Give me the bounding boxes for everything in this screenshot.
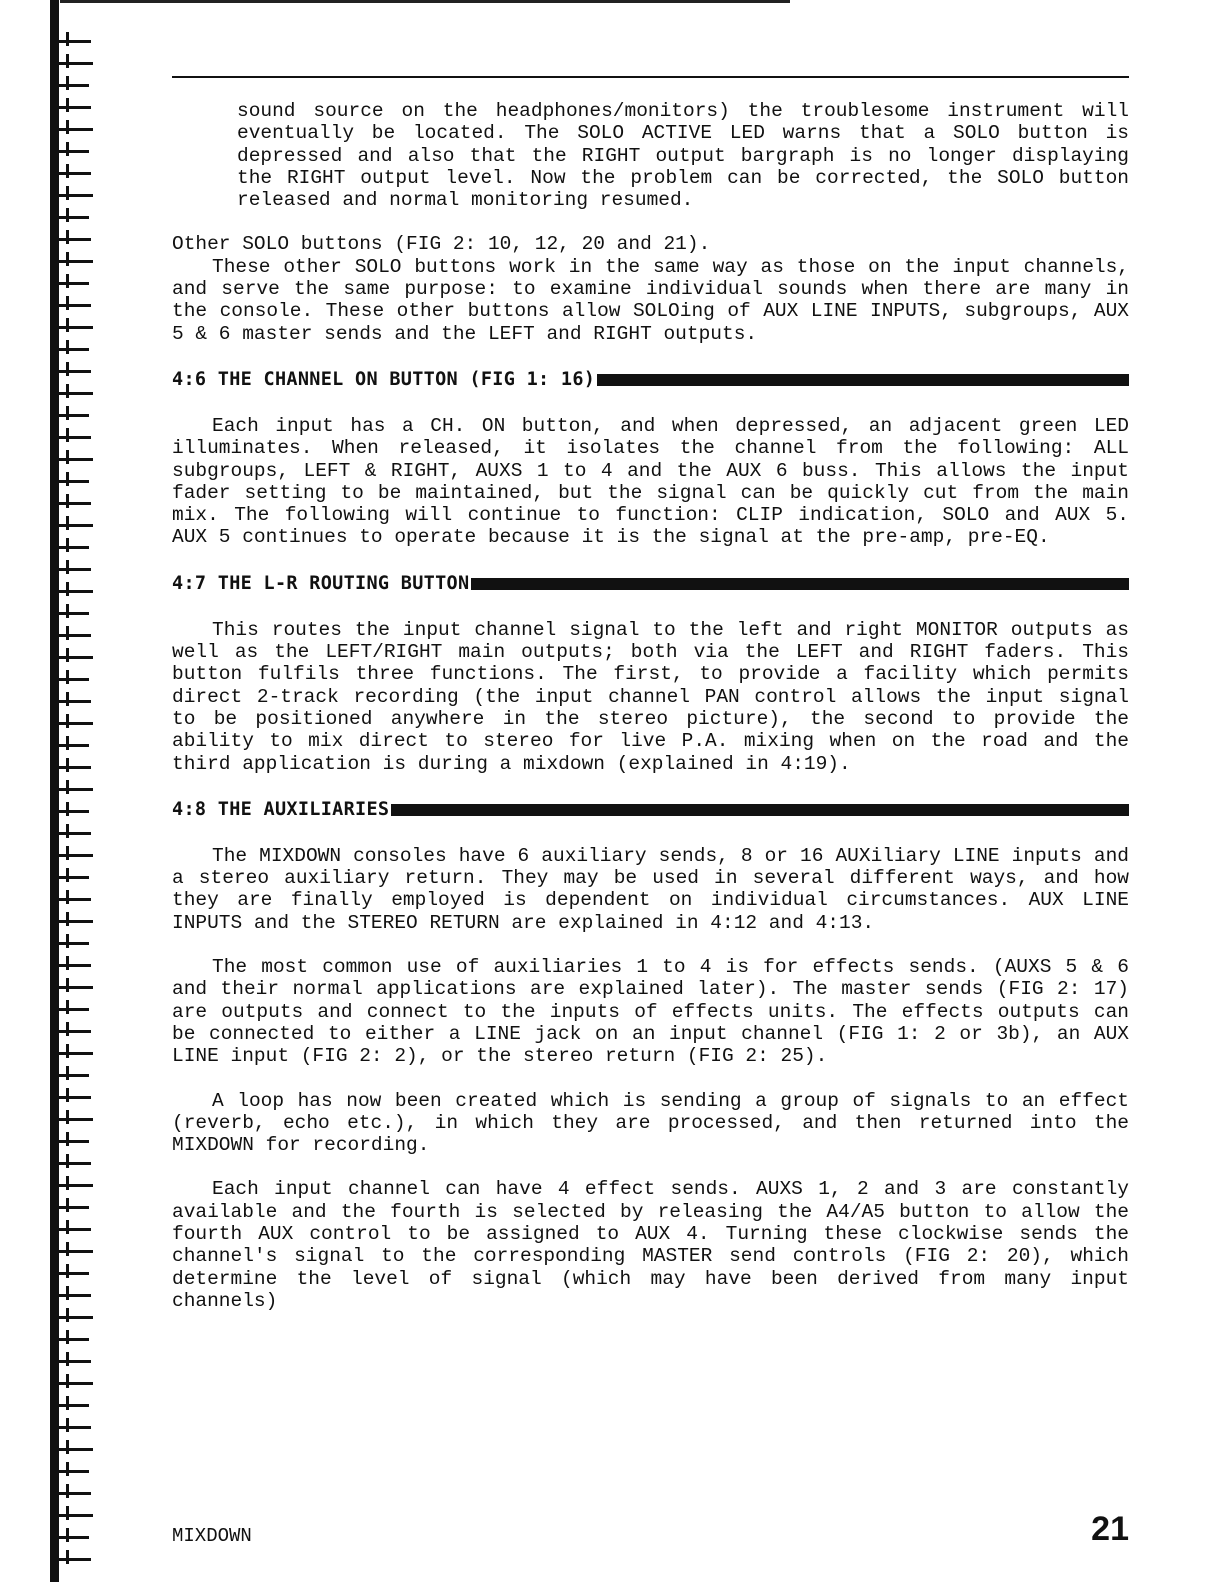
- section-4-8-title: 4:8 THE AUXILIARIES: [172, 798, 390, 820]
- heading-bar: [471, 578, 1129, 590]
- top-rule: [172, 76, 1129, 78]
- page-number: 21: [1091, 1510, 1129, 1548]
- section-4-7-paragraph: This routes the input channel signal to the left and right MONITOR outputs as well as the LEFT/RIGHT main outputs; both via the LEFT and RIGHT faders. This button fulfils three functions. The first, to provide a facility which permits direct 2-track recording (the input channel PAN control allows the input signal to be positioned anywhere in the stereo picture), the second to provide the ability to mix direct to stereo for live P.A. mixing when on the road and the third application is during a mixdown (explained in 4:19).: [172, 618, 1129, 775]
- section-4-7-title: 4:7 THE L-R ROUTING BUTTON: [172, 572, 470, 594]
- section-4-7-heading: [172, 571, 1129, 597]
- section-4-8-paragraph-3: A loop has now been created which is sending a group of signals to an effect (reverb, echo etc.), in which they are processed, and then returned into the MIXDOWN for recording.: [172, 1089, 1129, 1157]
- section-4-8-paragraph-4: Each input channel can have 4 effect sends. AUXS 1, 2 and 3 are constantly available and the fourth is selected by releasing the A4/A5 button to allow the fourth AUX control to be assigned to AUX 4. Turning these clockwise sends the channel's signal to the corresponding MASTER send controls (FIG 2: 20), which determine the level of signal (which may have been derived from many input channels): [172, 1178, 1129, 1312]
- section-4-8-paragraph-2: The most common use of auxiliaries 1 to 4 is for effects sends. (AUXS 5 & 6 and their normal applications are explained later). The master sends (FIG 2: 17) are outputs and connect to the inputs of effects units. The effects outputs can be connected to either a LINE jack on an input channel (FIG 1: 2 or 3b), an AUX LINE input (FIG 2: 2), or the stereo return (FIG 2: 25).: [172, 956, 1129, 1068]
- section-4-6-title: 4:6 THE CHANNEL ON BUTTON (FIG 1: 16): [172, 368, 596, 390]
- binding-edge: [0, 0, 110, 1582]
- heading-bar: [597, 374, 1129, 386]
- footer-title: MIXDOWN: [172, 1525, 252, 1547]
- heading-bar: [391, 804, 1129, 816]
- section-4-8-heading: [172, 797, 1129, 823]
- section-4-8-paragraph-1: The MIXDOWN consoles have 6 auxiliary sends, 8 or 16 AUXiliary LINE inputs and a stereo auxiliary return. They may be used in several different ways, and how they are finally employed is dependent on individual circumstances. AUX LINE INPUTS and the STEREO RETURN are explained in 4:12 and 4:13.: [172, 844, 1129, 934]
- top-edge-line: [60, 0, 790, 3]
- other-solo-paragraph: These other SOLO buttons work in the same way as those on the input channels, and serve the same purpose: to examine individual sounds when there are many in the console. These other buttons allow SOLOing of AUX LINE INPUTS, subgroups, AUX 5 & 6 master sends and the LEFT and RIGHT outputs.: [172, 255, 1129, 345]
- section-4-6-paragraph: Each input has a CH. ON button, and when depressed, an adjacent green LED illuminates. When released, it isolates the channel from the following: ALL subgroups, LEFT & RIGHT, AUXS 1 to 4 and the AUX 6 buss. This allows the input fader setting to be maintained, but the signal can be quickly cut from the main mix. The following will continue to function: CLIP indication, SOLO and AUX 5. AUX 5 continues to operate because it is the signal at the pre-amp, pre-EQ.: [172, 414, 1129, 549]
- section-4-6-heading: [172, 367, 1129, 393]
- continuation-paragraph: sound source on the headphones/monitors) the troublesome instrument will eventually be located. The SOLO ACTIVE LED warns that a SOLO button is depressed and also that the RIGHT output bargraph is no longer displaying the RIGHT output level. Now the problem can be corrected, the SOLO button released and normal monitoring resumed.: [237, 100, 1129, 212]
- page-content: [172, 100, 1129, 1312]
- other-solo-heading: Other SOLO buttons (FIG 2: 10, 12, 20 and 21).: [172, 233, 711, 256]
